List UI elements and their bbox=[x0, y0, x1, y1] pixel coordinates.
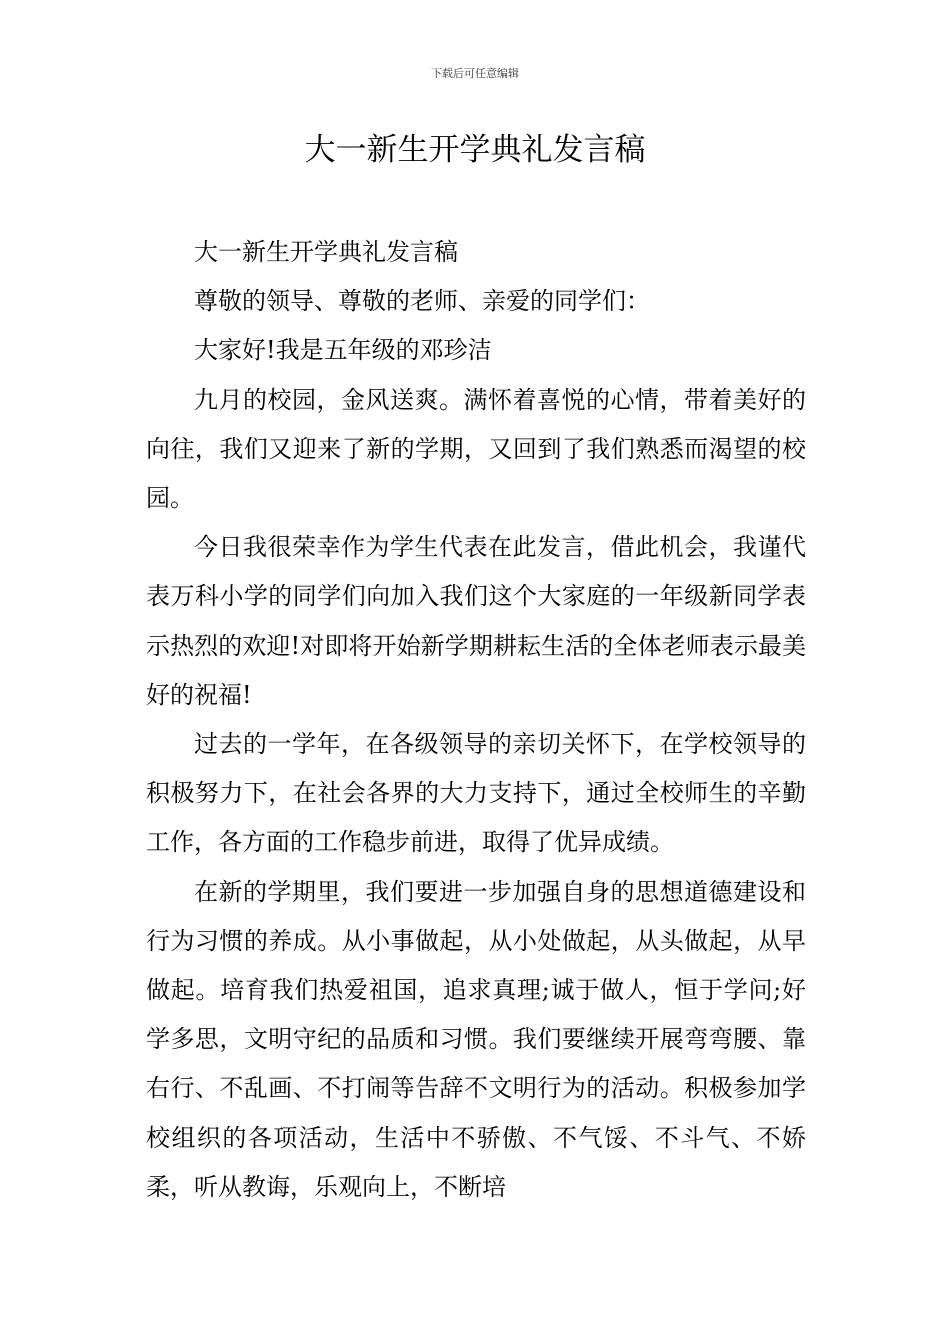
header-note: 下载后可任意编辑 bbox=[431, 67, 519, 80]
paragraph: 在新的学期里，我们要进一步加强自身的思想道德建设和行为习惯的养成。从小事做起，从小处做起，从头做起，从早做起。培育我们热爱祖国，追求真理;诚于做人，恒于学问;好学多思，文明守纪的品质和习惯。我们要继续开展弯弯腰、靠右行、不乱画、不打闹等告辞不文明行为的活动。积极参加学校组织的各项活动，生活中不骄傲、不气馁、不斗气、不娇柔，听从教诲，乐观向上，不断培 bbox=[146, 877, 806, 1201]
paragraph-salutation: 尊敬的领导、尊敬的老师、亲爱的同学们： bbox=[194, 287, 650, 316]
paragraph-greeting: 大家好!我是五年级的邓珍洁 bbox=[194, 336, 492, 365]
document-body bbox=[146, 228, 806, 1212]
paragraph: 过去的一学年，在各级领导的亲切关怀下，在学校领导的积极努力下，在社会各界的大力支持下，通过全校师生的辛勤工作，各方面的工作稳步前进，取得了优异成绩。 bbox=[146, 730, 806, 857]
document-title: 大一新生开学典礼发言稿 bbox=[304, 132, 646, 168]
paragraph-subtitle: 大一新生开学典礼发言稿 bbox=[194, 238, 458, 266]
paragraph: 今日我很荣幸作为学生代表在此发言，借此机会，我谨代表万科小学的同学们向加入我们这个大家庭的一年级新同学表示热烈的欢迎!对即将开始新学期耕耘生活的全体老师表示最美好的祝福! bbox=[146, 533, 806, 709]
paragraph: 九月的校园，金风送爽。满怀着喜悦的心情，带着美好的向往，我们又迎来了新的学期，又回到了我们熟悉而渴望的校园。 bbox=[146, 385, 806, 513]
